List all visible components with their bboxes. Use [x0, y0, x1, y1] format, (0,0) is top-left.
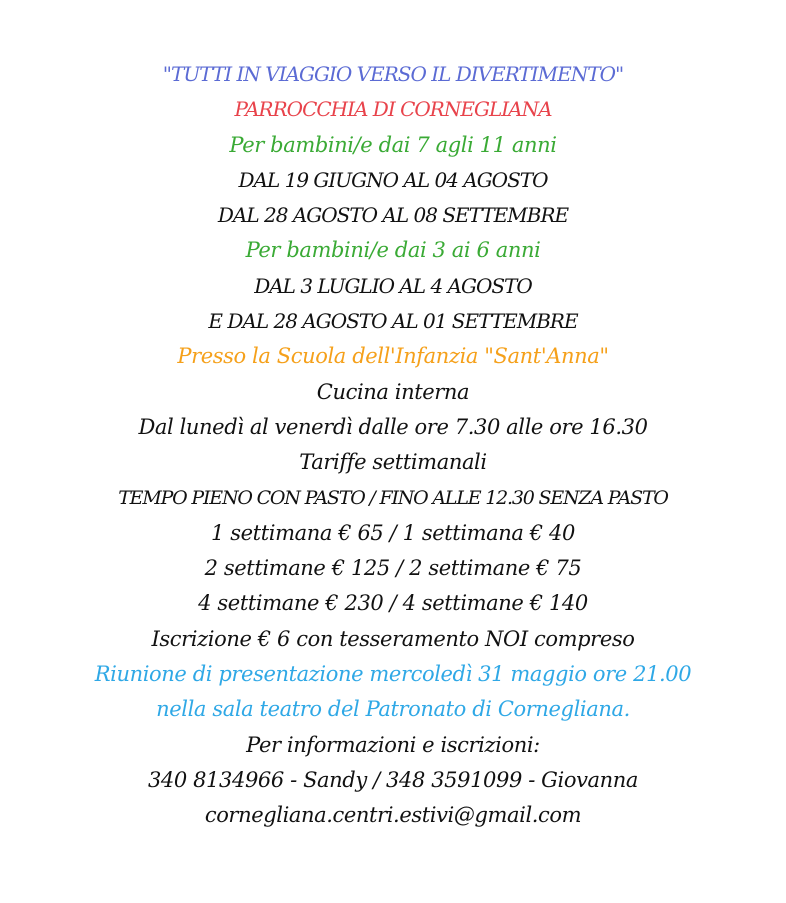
info-heading: Per informazioni e iscrizioni:: [246, 732, 540, 757]
age-group-younger-label: Per bambini/e dai 3 ai 6 anni: [245, 238, 541, 263]
location-text: Presso la Scuola dell'Infanzia "Sant'Anna": [177, 344, 609, 369]
age-group-older-dates-1: DAL 19 GIUGNO AL 04 AGOSTO: [238, 167, 548, 192]
rates-heading: Tariffe settimanali: [299, 450, 487, 475]
flyer-text: [0, 57, 786, 834]
flyer-title: "TUTTI IN VIAGGIO VERSO IL DIVERTIMENTO": [162, 62, 624, 86]
contact-email: cornegliana.centri.estivi@gmail.com: [204, 803, 582, 828]
kitchen-text: Cucina interna: [316, 379, 470, 404]
rate-one-week: 1 settimana € 65 / 1 settimana € 40: [211, 520, 575, 545]
meeting-text-2: nella sala teatro del Patronato di Cornegliana.: [156, 697, 630, 722]
age-group-younger-dates-1: DAL 3 LUGLIO AL 4 AGOSTO: [254, 273, 532, 298]
contact-phones: 340 8134966 - Sandy / 348 3591099 - Giovanna: [147, 767, 639, 792]
rate-four-weeks: 4 settimane € 230 / 4 settimane € 140: [198, 591, 588, 616]
registration-fee: Iscrizione € 6 con tesseramento NOI compreso: [151, 626, 635, 651]
schedule-text: Dal lunedì al venerdì dalle ore 7.30 alle ore 16.30: [138, 414, 648, 439]
rate-two-weeks: 2 settimane € 125 / 2 settimane € 75: [204, 556, 582, 581]
rates-columns: TEMPO PIENO CON PASTO / FINO ALLE 12.30 SENZA PASTO: [118, 486, 668, 509]
meeting-text-1: Riunione di presentazione mercoledì 31 maggio ore 21.00: [94, 662, 692, 687]
age-group-older-dates-2: DAL 28 AGOSTO AL 08 SETTEMBRE: [217, 203, 569, 228]
parish-name: PARROCCHIA DI CORNEGLIANA: [234, 97, 552, 122]
age-group-older-label: Per bambini/e dai 7 agli 11 anni: [229, 132, 557, 157]
age-group-younger-dates-2: E DAL 28 AGOSTO AL 01 SETTEMBRE: [208, 309, 578, 334]
